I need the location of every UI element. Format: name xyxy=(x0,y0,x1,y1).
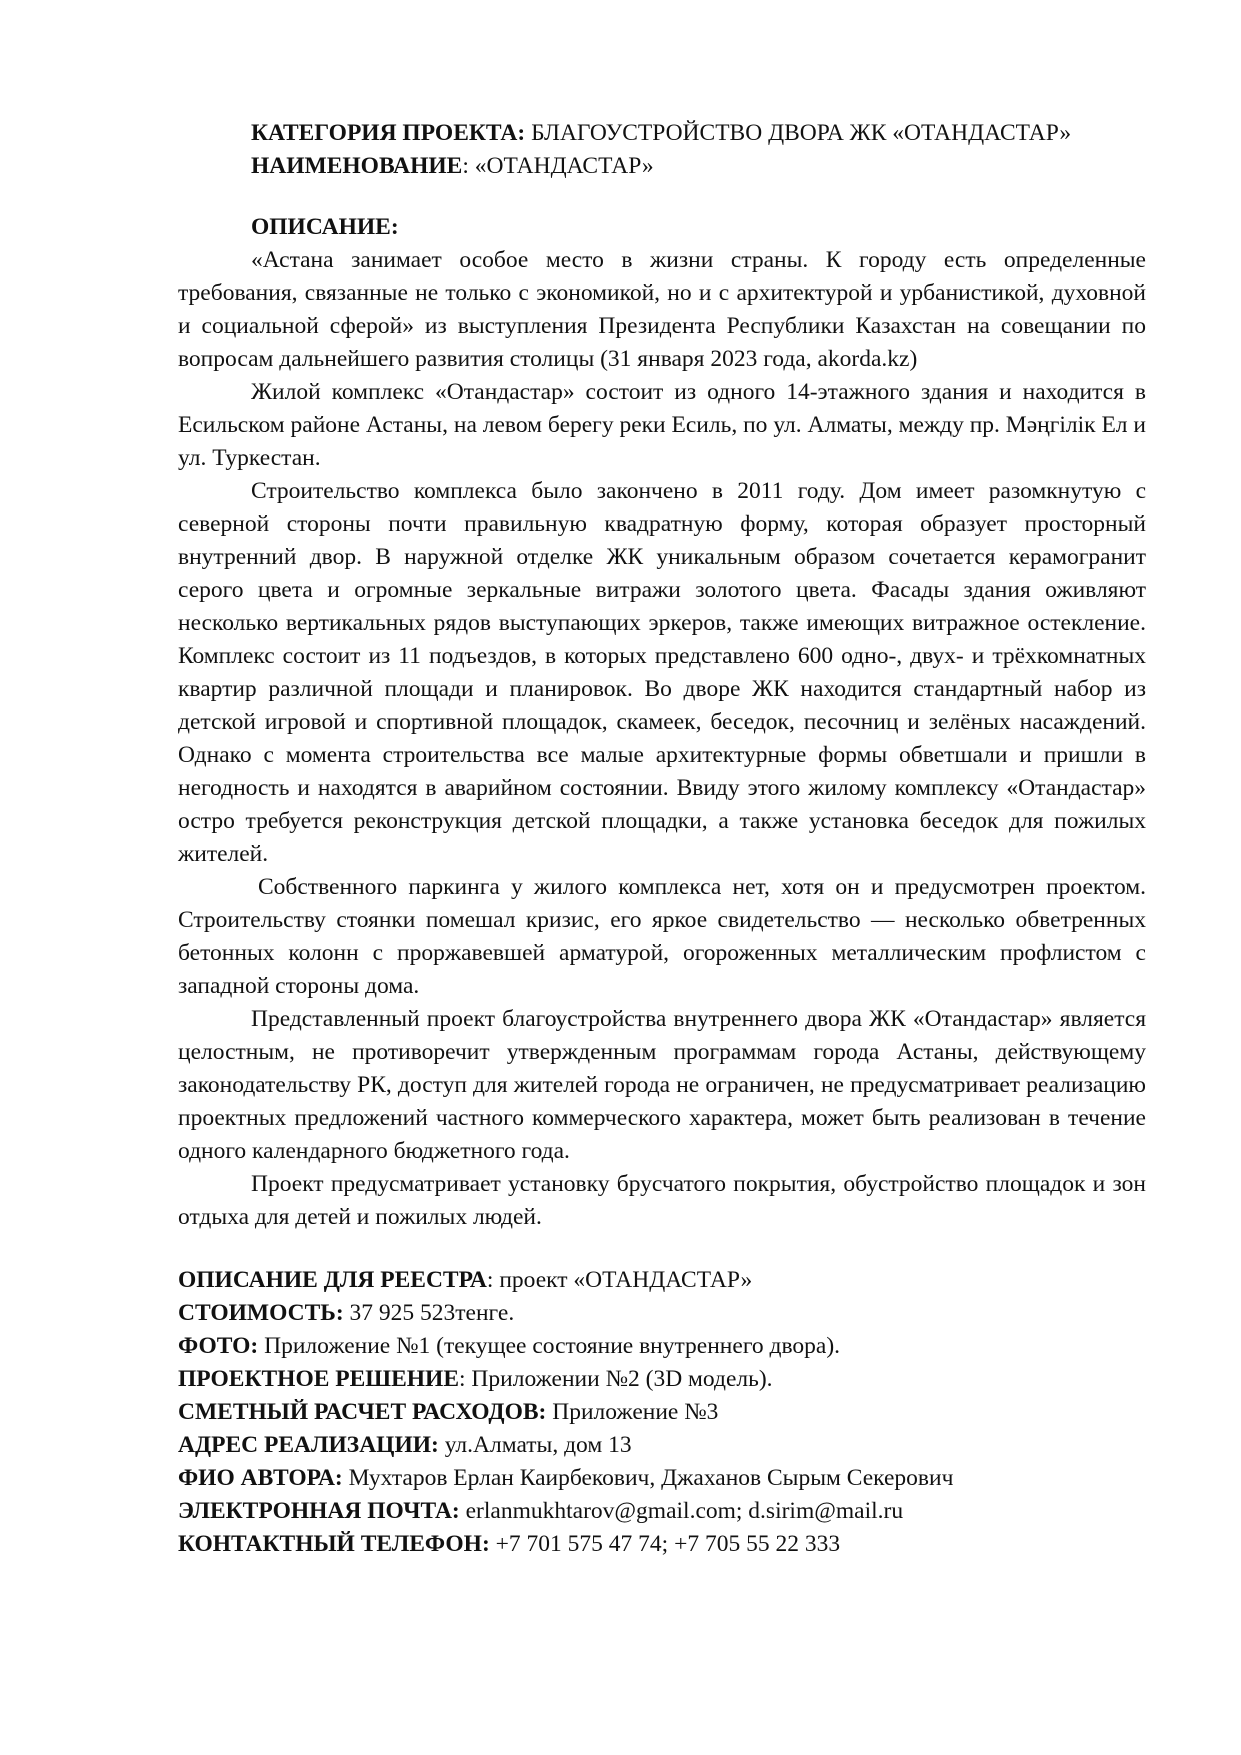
design-solution-label: ПРОЕКТНОЕ РЕШЕНИЕ xyxy=(178,1366,460,1392)
paragraph: Представленный проект благоустройства внутреннего двора ЖК «Отандастар» является целостным, не противоречит утвержденным программам города Астаны, действующему законодательству РК, доступ для жителей города не ограничен, не предусматривает реализацию проектных предложений частного коммерческого характера, может быть реализован в течение одного календарного бюджетного года. xyxy=(178,1006,1146,1164)
name-line xyxy=(251,150,1171,183)
name-label: НАИМЕНОВАНИЕ xyxy=(251,153,463,179)
address-row xyxy=(178,1429,1146,1462)
author-value: Мухтаров Ерлан Каирбекович, Джаханов Сырым Секерович xyxy=(342,1465,954,1491)
design-solution-row xyxy=(178,1363,1146,1396)
paragraph: Строительство комплекса было закончено в 2011 году. Дом имеет разомкнутую с северной стороны почти правильную квадратную форму, которая образует просторный внутренний двор. В наружной отделке ЖК уникальным образом сочетается керамогранит серого цвета и огромные зеркальные витражи золотого цвета. Фасады здания оживляют несколько вертикальных рядов выступающих эркеров, также имеющих витражное остекление. Комплекс состоит из 11 подъездов, в которых представлено 600 одно-, двух- и трёхкомнатных квартир различной площади и планировок. Во дворе ЖК находится стандартный набор из детской игровой и спортивной площадок, скамеек, беседок, песочниц и зелёных насаждений. Однако с момента строительства все малые архитектурные формы обветшали и пришли в негодность и находятся в аварийном состоянии. Ввиду этого жилому комплексу «Отандастар» остро требуется реконструкция детской площадки, а также установка беседок для пожилых жителей. xyxy=(178,478,1146,867)
description-body xyxy=(178,244,1146,1234)
photo-row xyxy=(178,1330,1146,1363)
address-label: АДРЕС РЕАЛИЗАЦИИ: xyxy=(178,1432,439,1458)
author-row xyxy=(178,1462,1146,1495)
design-solution-value: : Приложении №2 (3D модель). xyxy=(459,1366,773,1392)
description-label: ОПИСАНИЕ: xyxy=(251,214,399,240)
email-row xyxy=(178,1495,1146,1528)
cost-label: СТОИМОСТЬ: xyxy=(178,1300,344,1326)
registry-label: ОПИСАНИЕ ДЛЯ РЕЕСТРА xyxy=(178,1267,487,1293)
registry-value: : проект «ОТАНДАСТАР» xyxy=(486,1267,753,1293)
estimate-label: СМЕТНЫЙ РАСЧЕТ РАСХОДОВ: xyxy=(178,1399,547,1425)
registry-description-row xyxy=(178,1264,1146,1297)
category-value: БЛАГОУСТРОЙСТВО ДВОРА ЖК «ОТАНДАСТАР» xyxy=(525,120,1072,146)
email-label: ЭЛЕКТРОННАЯ ПОЧТА: xyxy=(178,1498,460,1524)
estimate-row xyxy=(178,1396,1146,1429)
name-value: : «ОТАНДАСТАР» xyxy=(462,153,654,179)
phone-value: +7 701 575 47 74; +7 705 55 22 333 xyxy=(489,1531,841,1557)
paragraph: Собственного паркинга у жилого комплекса нет, хотя он и предусмотрен проектом. Строительству стоянки помешал кризис, его яркое свидетельство — несколько обветренных бетонных колонн с проржавевшей арматурой, огороженных металлическим профлистом с западной стороны дома. xyxy=(178,874,1146,999)
photo-value: Приложение №1 (текущее состояние внутреннего двора). xyxy=(258,1333,841,1359)
paragraph: Проект предусматривает установку брусчатого покрытия, обустройство площадок и зон отдыха для детей и пожилых людей. xyxy=(178,1171,1146,1230)
cost-value: 37 925 523тенге. xyxy=(343,1300,515,1326)
email-value: erlanmukhtarov@gmail.com; d.sirim@mail.ru xyxy=(459,1498,904,1524)
category-label: КАТЕГОРИЯ ПРОЕКТА: xyxy=(251,120,526,146)
description-heading xyxy=(251,211,1171,244)
cost-row xyxy=(178,1297,1146,1330)
paragraph: Жилой комплекс «Отандастар» состоит из одного 14-этажного здания и находится в Есильском районе Астаны, на левом берегу реки Есиль, по ул. Алматы, между пр. Мәңгілік Ел и ул. Туркестан. xyxy=(178,379,1146,471)
category-line xyxy=(251,117,1171,150)
address-value: ул.Алматы, дом 13 xyxy=(438,1432,632,1458)
phone-row xyxy=(178,1528,1146,1561)
estimate-value: Приложение №3 xyxy=(546,1399,719,1425)
phone-label: КОНТАКТНЫЙ ТЕЛЕФОН: xyxy=(178,1531,490,1557)
registry-block xyxy=(178,1264,1146,1561)
paragraph: «Астана занимает особое место в жизни страны. К городу есть определенные требования, связанные не только с экономикой, но и с архитектурой и урбанистикой, духовной и социальной сферой» из выступления Президента Республики Казахстан на совещании по вопросам дальнейшего развития столицы (31 января 2023 года, akorda.kz) xyxy=(178,247,1146,372)
author-label: ФИО АВТОРА: xyxy=(178,1465,343,1491)
photo-label: ФОТО: xyxy=(178,1333,259,1359)
